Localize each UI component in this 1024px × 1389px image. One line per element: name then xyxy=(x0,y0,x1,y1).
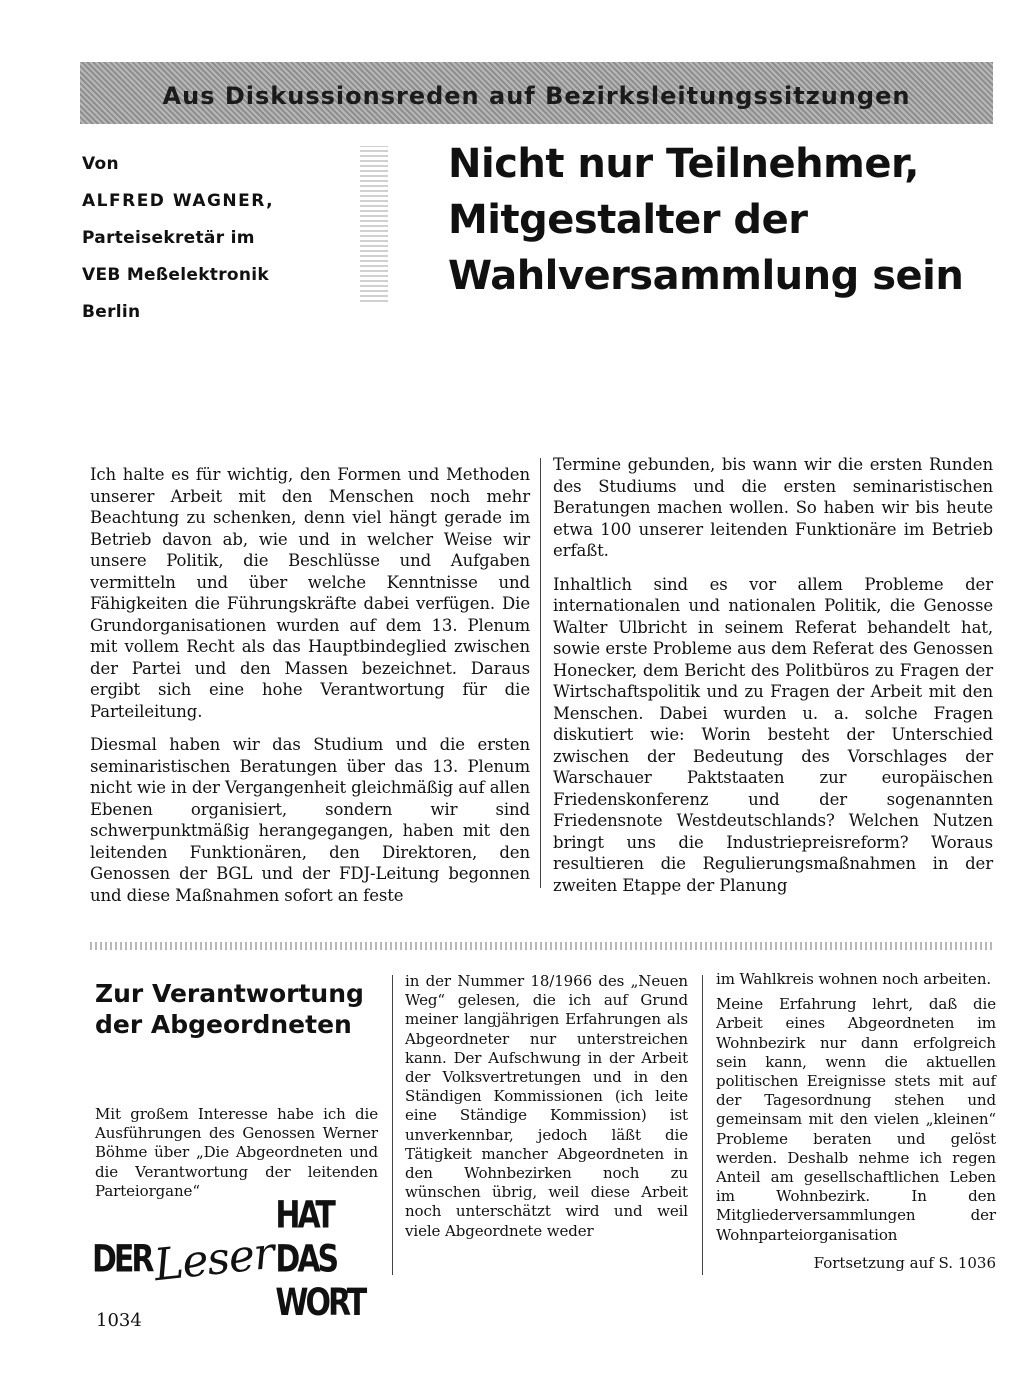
author-byline xyxy=(82,146,352,331)
paragraph: im Wahlkreis wohnen noch arbeiten. xyxy=(716,970,992,988)
headline-line: Nicht nur Teilnehmer, xyxy=(448,141,919,187)
section-banner xyxy=(80,62,993,124)
paragraph: Mit großem Interesse habe ich die Ausführungen des Genossen Werner Böhme über „Die Abgeordneten und die Verantwortung der leitenden Parteiorgane“ xyxy=(95,1105,378,1200)
letter-lead-column xyxy=(95,1105,378,1207)
headline-line: Mitgestalter der xyxy=(448,197,808,243)
section-divider xyxy=(90,942,992,950)
paragraph: Inhaltlich sind es vor allem Probleme der internationalen und nationalen Politik, die Genosse Walter Ulbricht in seinem Referat behandelt hat, sowie erste Probleme aus dem Referat des Genossen Honecker, dem Bericht des Politbüros zu Fragen der Wirtschaftspolitik und zu Fragen der Arbeit mit den Menschen. Dabei wurden u. a. solche Fragen diskutiert wie: Worin besteht der Unterschied zwischen der Bedeutung des Vorschlages der Warschauer Paktstaaten zur europäischen Friedenskonferenz und der sogenannten Friedensnote Westdeutschlands? Welchen Nutzen bringt uns die Industriepreisreform? Woraus resultieren die Regulierungsmaßnahmen in der zweiten Etappe der Planung xyxy=(553,574,993,895)
byline-line: VEB Meßelektronik xyxy=(82,265,270,285)
letter-title-line: der Abgeordneten xyxy=(95,1010,352,1039)
letter-right-column xyxy=(716,970,996,1251)
article-column-1 xyxy=(90,464,530,918)
paragraph: Meine Erfahrung lehrt, daß die Arbeit eines Abgeordneten im Wohnbezirk nur dann erfolgreich sein kann, wenn die aktuellen politischen Ereignisse stets mit auf der Tagesordnung stehen und gemeinsam mit den vielen „kleinen“ Probleme beraten und gelöst werden. Deshalb nehme ich regen Anteil am gesellschaftlichen Leben im Wohnbezirk. In den Mitgliederversammlungen der Wohnparteiorganisation xyxy=(716,995,996,1244)
column-divider xyxy=(540,458,541,888)
letter-title-line: Zur Verantwortung xyxy=(95,979,364,1008)
rubric-script: Leser xyxy=(151,1227,276,1291)
rubric-right: HAT DAS WORT xyxy=(275,1193,365,1325)
rubric-left: DER xyxy=(92,1237,152,1281)
byline-line: Berlin xyxy=(82,302,141,322)
banner-text: Aus Diskussionsreden auf Bezirksleitungssitzungen xyxy=(162,82,911,110)
article-column-2 xyxy=(553,454,993,908)
continuation-note: Fortsetzung auf S. 1036 xyxy=(813,1254,996,1272)
paragraph: Diesmal haben wir das Studium und die ersten seminaristischen Beratungen über das 13. Plenum nicht wie in der Vergangenheit gleichmäßig auf allen Ebenen organisiert, sondern wir sind schwerpunktmäßig herangegangen, haben mit den leitenden Funktionären, den Direktoren, den Genossen der BGL und der FDJ-Leitung begonnen und diese Maßnahmen sofort an feste xyxy=(90,735,530,905)
byline-divider xyxy=(360,146,388,302)
article-headline xyxy=(448,136,1008,304)
column-divider xyxy=(392,975,393,1275)
letter-title xyxy=(95,978,385,1040)
paragraph: Termine gebunden, bis wann wir die ersten Runden des Studiums und die ersten seminaristischen Beratungen machen wollen. So haben wir bis heute etwa 100 unserer leitenden Funktionäre im Betrieb erfaßt. xyxy=(553,455,993,560)
paragraph: Ich halte es für wichtig, den Formen und Methoden unserer Arbeit mit den Menschen noch mehr Beachtung zu schenken, denn viel hängt gerade im Betrieb davon ab, wie und in welcher Weise wir unsere Politik, die Beschlüsse und Aufgaben vermitteln und über welche Kenntnisse und Fähigkeiten die Führungskräfte dabei verfügen. Die Grundorganisationen wurden auf dem 13. Plenum mit vollem Recht als das Hauptbindeglied zwischen der Partei und den Massen bezeichnet. Daraus ergibt sich eine hohe Verantwortung für die Parteileitung. xyxy=(90,465,530,721)
headline-line: Wahlversammlung sein xyxy=(448,253,964,299)
byline-line: Parteisekretär im xyxy=(82,228,255,248)
paragraph: in der Nummer 18/1966 des „Neuen Weg“ gelesen, die ich auf Grund meiner langjährigen Erfahrungen als Abgeordneter nur unterstreichen kann. Der Aufschwung in der Arbeit der Volksvertretungen und in den Ständigen Kommissionen (ich leite eine Ständige Kommission) ist unverkennbar, jedoch läßt die Tätigkeit mancher Abgeordneten in den Wohnbezirken noch zu wünschen übrig, weil diese Arbeit noch unterschätzt wird und weil viele Abgeordnete weder xyxy=(405,972,688,1240)
byline-author-name: ALFRED WAGNER, xyxy=(82,191,275,211)
letter-middle-column xyxy=(405,972,688,1247)
page-number: 1034 xyxy=(96,1310,142,1331)
byline-line: Von xyxy=(82,154,119,174)
column-divider xyxy=(702,975,703,1275)
